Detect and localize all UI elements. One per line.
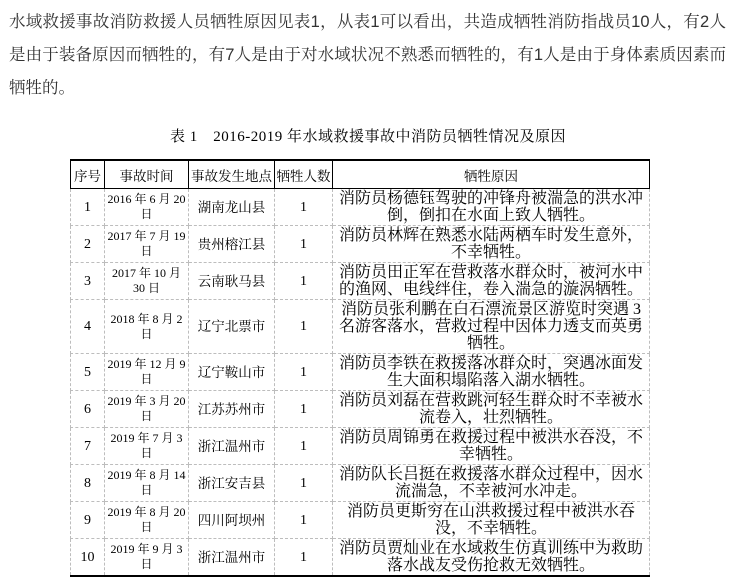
- cell-date: 2019 年 12 月 9 日: [105, 354, 189, 391]
- cell-date: 2017 年 7 月 19 日: [105, 226, 189, 263]
- col-header-no: 序号: [71, 160, 105, 189]
- cell-location: 浙江温州市: [189, 539, 275, 577]
- cell-cause: 消防员李铁在救援落冰群众时，突遇冰面发生大面积塌陷落入湖水牺牲。: [333, 354, 650, 391]
- col-header-date: 事故时间: [105, 160, 189, 189]
- casualty-table-body: [71, 189, 650, 577]
- cell-no: 2: [71, 226, 105, 263]
- cell-cause: 消防员贾灿业在水域救生仿真训练中为救助落水战友受伤抢救无效牺牲。: [333, 539, 650, 577]
- cell-no: 10: [71, 539, 105, 577]
- cell-count: 1: [275, 502, 333, 539]
- cell-count: 1: [275, 226, 333, 263]
- cell-no: 6: [71, 391, 105, 428]
- cell-date: 2019 年 3 月 20 日: [105, 391, 189, 428]
- cell-location: 云南耿马县: [189, 263, 275, 300]
- cell-no: 1: [71, 189, 105, 226]
- table-row: [71, 502, 650, 539]
- cell-cause: 消防队长吕挺在救援落水群众过程中，因水流湍急，不幸被河水冲走。: [333, 465, 650, 502]
- table-row: [71, 263, 650, 300]
- cell-location: 浙江温州市: [189, 428, 275, 465]
- cell-cause: 消防员张利鹏在白石漂流景区游览时突遇 3 名游客落水，营救过程中因体力透支而英勇牺牲。: [333, 300, 650, 354]
- cell-count: 1: [275, 263, 333, 300]
- cell-no: 4: [71, 300, 105, 354]
- cell-cause: 消防员周锦勇在救援过程中被洪水吞没，不幸牺牲。: [333, 428, 650, 465]
- table-row: [71, 300, 650, 354]
- cell-no: 8: [71, 465, 105, 502]
- cell-count: 1: [275, 539, 333, 577]
- cell-count: 1: [275, 300, 333, 354]
- cell-cause: 消防员更斯穷在山洪救援过程中被洪水吞没，不幸牺牲。: [333, 502, 650, 539]
- table-header-row: [71, 160, 650, 189]
- cell-no: 7: [71, 428, 105, 465]
- cell-cause: 消防员刘磊在营救跳河轻生群众时不幸被水流卷入，壮烈牺牲。: [333, 391, 650, 428]
- cell-date: 2019 年 7 月 3 日: [105, 428, 189, 465]
- cell-date: 2019 年 8 月 20 日: [105, 502, 189, 539]
- table-row: [71, 189, 650, 226]
- cell-no: 3: [71, 263, 105, 300]
- cell-date: 2016 年 6 月 20 日: [105, 189, 189, 226]
- cell-count: 1: [275, 391, 333, 428]
- cell-location: 湖南龙山县: [189, 189, 275, 226]
- table-caption: 表 1 2016-2019 年水域救援事故中消防员牺牲情况及原因: [170, 129, 566, 145]
- cell-no: 9: [71, 502, 105, 539]
- cell-count: 1: [275, 428, 333, 465]
- table-row: [71, 354, 650, 391]
- cell-location: 江苏苏州市: [189, 391, 275, 428]
- cell-cause: 消防员林辉在熟悉水陆两栖车时发生意外，不幸牺牲。: [333, 226, 650, 263]
- cell-location: 辽宁北票市: [189, 300, 275, 354]
- casualty-table: [70, 159, 650, 577]
- cell-location: 贵州榕江县: [189, 226, 275, 263]
- table-row: [71, 428, 650, 465]
- col-header-location: 事故发生地点: [189, 160, 275, 189]
- table-row: [71, 226, 650, 263]
- cell-count: 1: [275, 189, 333, 226]
- cell-count: 1: [275, 354, 333, 391]
- intro-paragraph: 水域救援事故消防救援人员牺牲原因见表1，从表1可以看出，共造成牺牲消防指战员10人，有2人是由于装备原因而牺牲的，有7人是由于对水域状况不熟悉而牺牲的，有1人是由于身体素质因素而牺牲的。: [9, 13, 726, 97]
- cell-date: 2017 年 10 月 30 日: [105, 263, 189, 300]
- cell-cause: 消防员杨德钰驾驶的冲锋舟被湍急的洪水冲倒，倒扣在水面上致人牺牲。: [333, 189, 650, 226]
- cell-location: 四川阿坝州: [189, 502, 275, 539]
- cell-location: 浙江安吉县: [189, 465, 275, 502]
- cell-cause: 消防员田正军在营救落水群众时，被河水中的渔网、电线绊住，卷入湍急的漩涡牺牲。: [333, 263, 650, 300]
- cell-date: 2019 年 9 月 3 日: [105, 539, 189, 577]
- cell-date: 2019 年 8 月 14 日: [105, 465, 189, 502]
- col-header-count: 牺牲人数: [275, 160, 333, 189]
- cell-no: 5: [71, 354, 105, 391]
- table-row: [71, 465, 650, 502]
- table-row: [71, 391, 650, 428]
- cell-location: 辽宁鞍山市: [189, 354, 275, 391]
- table-row: [71, 539, 650, 577]
- cell-date: 2018 年 8 月 2 日: [105, 300, 189, 354]
- cell-count: 1: [275, 465, 333, 502]
- col-header-cause: 牺牲原因: [333, 160, 650, 189]
